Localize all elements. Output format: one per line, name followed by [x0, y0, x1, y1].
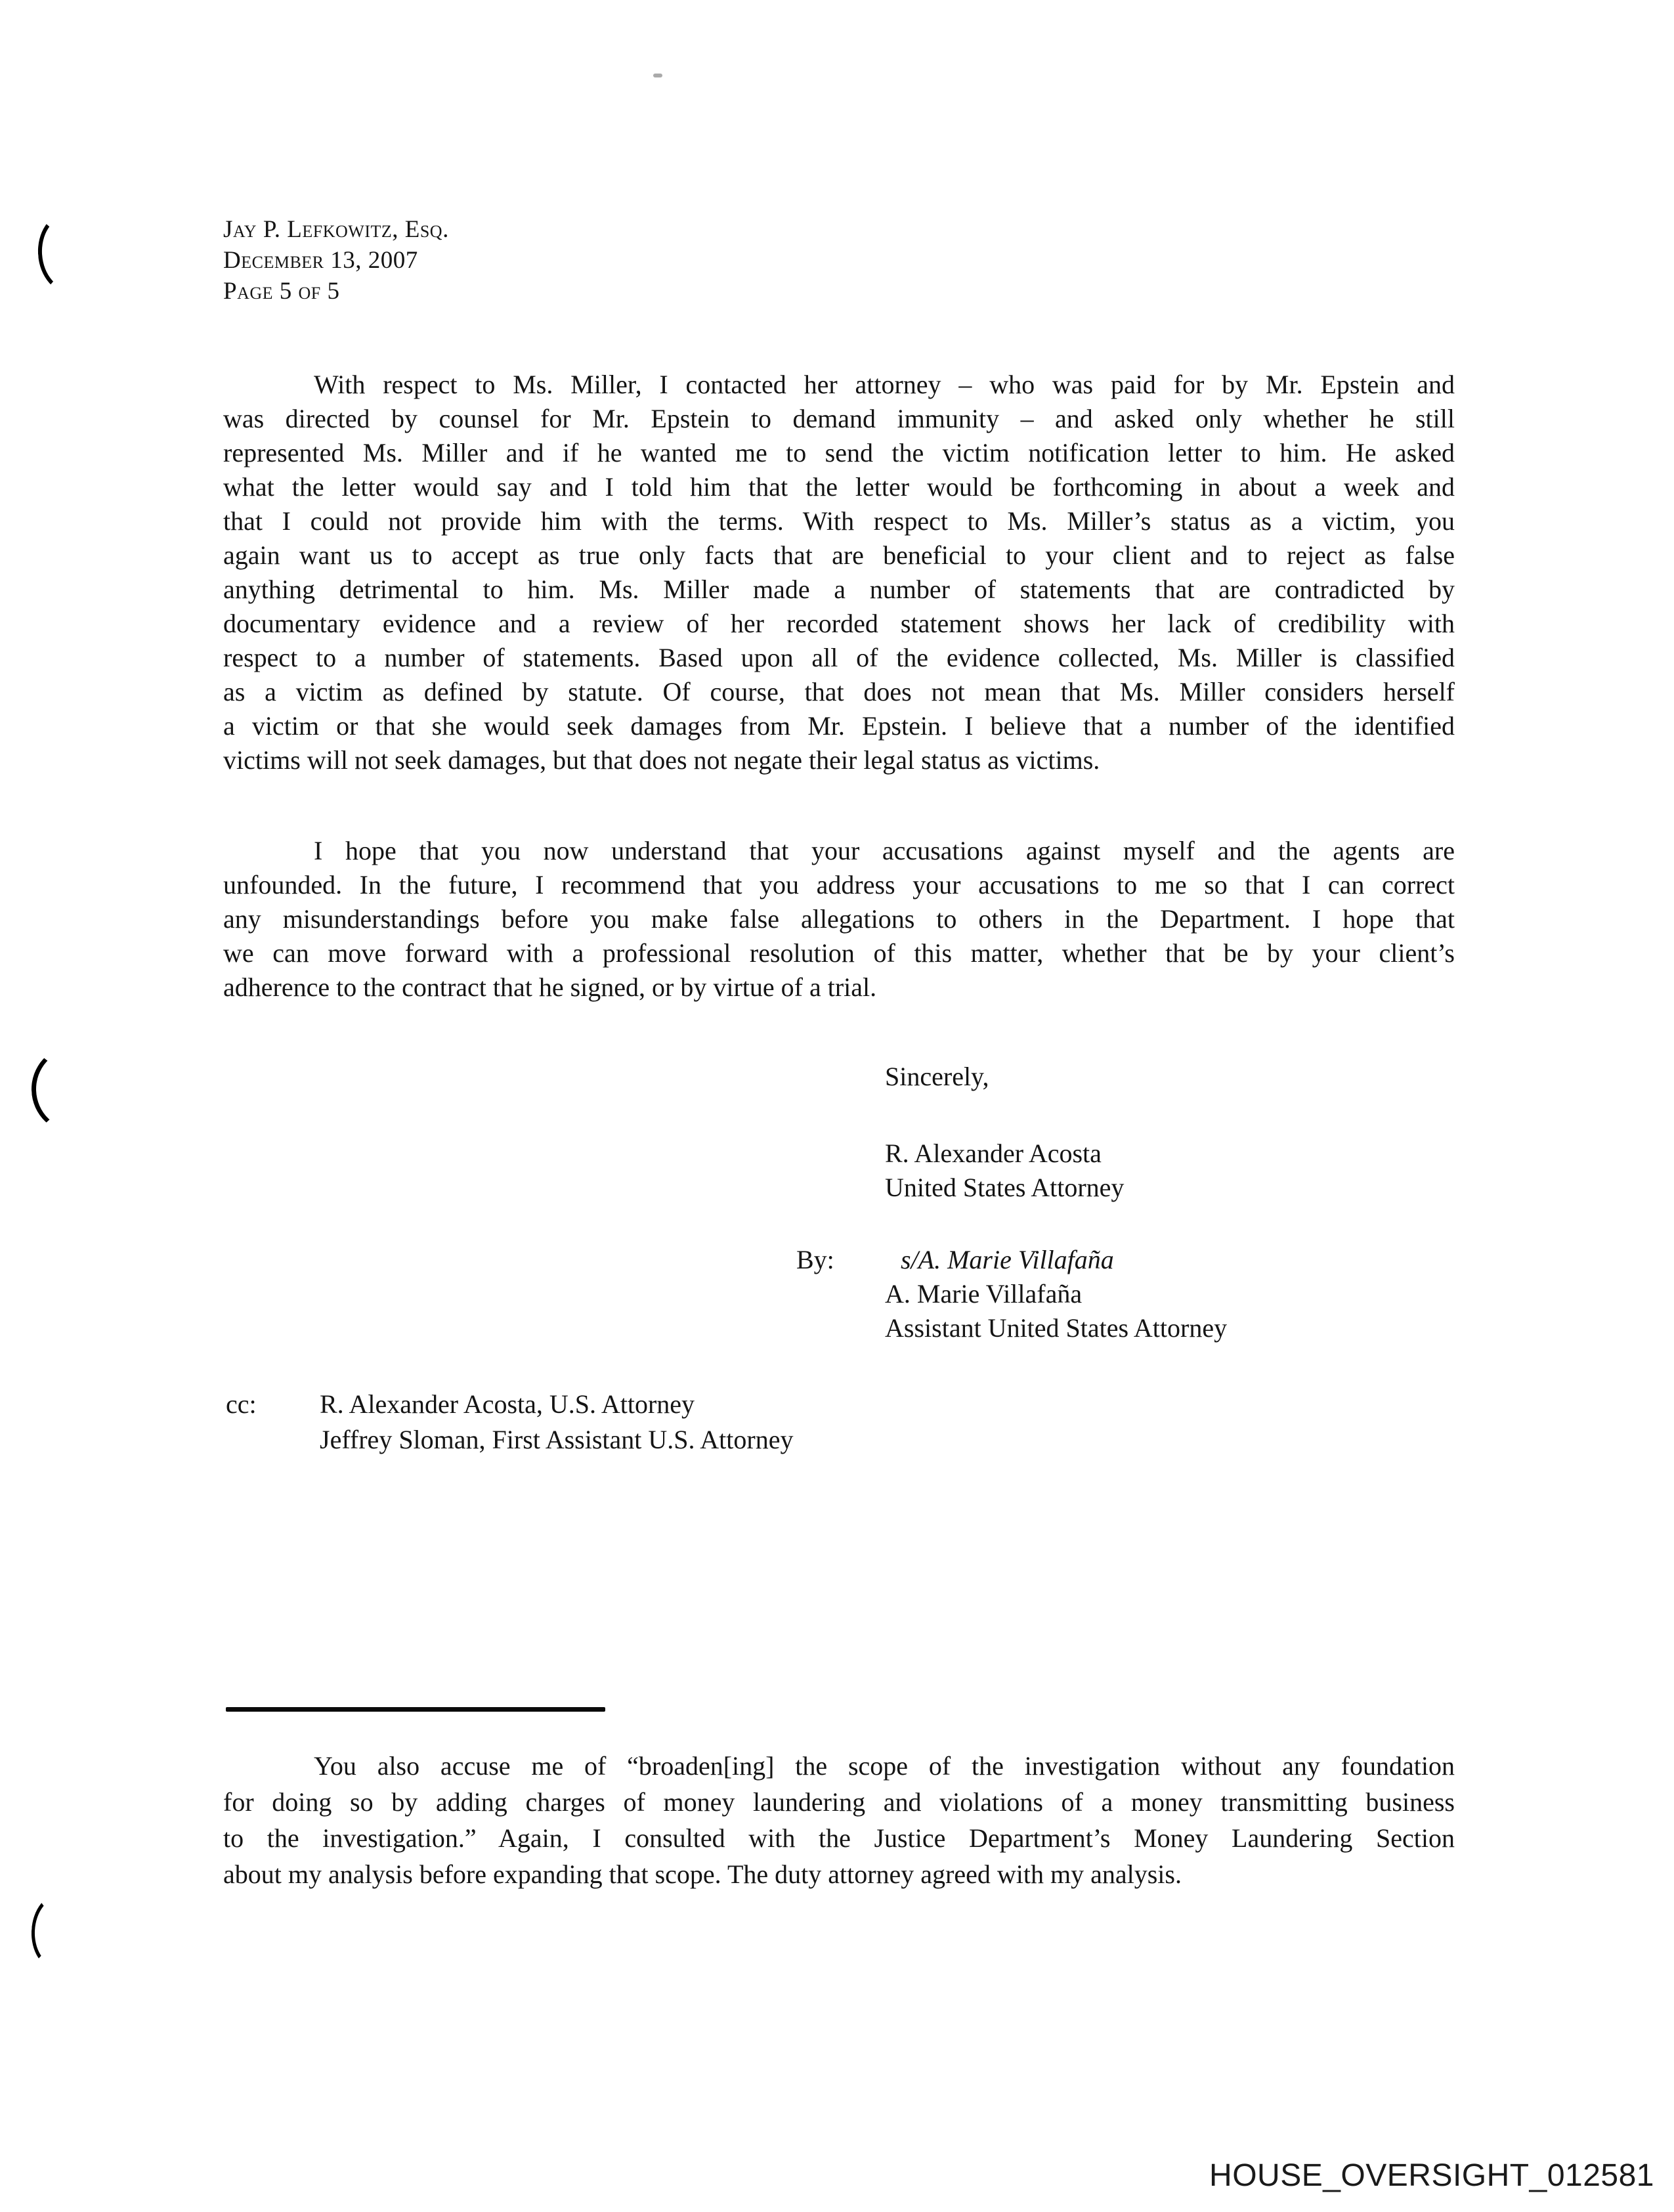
body-line: that I could not provide him with the terms. With respect to Ms. Miller’s status as a victim, you — [223, 506, 1455, 536]
footnote-paragraph — [223, 1748, 1455, 1892]
scan-paren-artifact-bottom — [30, 1892, 88, 1971]
signer-title: Assistant United States Attorney — [885, 1313, 1228, 1343]
body-line: unfounded. In the future, I recommend that you address your accusations to me so that I can correct — [223, 870, 1455, 900]
cc-entry: Jeffrey Sloman, First Assistant U.S. Attorney — [320, 1425, 794, 1454]
bates-number-stamp: HOUSE_OVERSIGHT_012581 — [1209, 2158, 1654, 2193]
electronic-signature: s/A. Marie Villafaña — [901, 1245, 1114, 1274]
scan-speck-artifact — [653, 74, 662, 77]
footnote-line: to the investigation.” Again, I consulted with the Justice Department’s Money Laundering Section — [223, 1823, 1455, 1853]
body-line: again want us to accept as true only facts that are beneficial to your client and to reject as false — [223, 540, 1455, 570]
body-line: we can move forward with a professional resolution of this matter, whether that be by your client’s — [223, 938, 1455, 968]
footnote-separator-rule — [226, 1707, 605, 1712]
body-line: victims will not seek damages, but that does not negate their legal status as victims. — [223, 745, 1100, 775]
signatory-name: R. Alexander Acosta — [885, 1139, 1102, 1168]
body-line: anything detrimental to him. Ms. Miller made a number of statements that are contradicted by — [223, 575, 1455, 604]
scan-paren-artifact-top — [35, 210, 104, 295]
by-label: By: — [796, 1245, 834, 1274]
header-date: December 13, 2007 — [223, 247, 418, 274]
body-paragraph-2 — [223, 834, 1455, 1005]
body-line: respect to a number of statements. Based upon all of the evidence collected, Ms. Miller is classified — [223, 643, 1455, 672]
cc-list — [320, 1387, 793, 1458]
body-line: With respect to Ms. Miller, I contacted her attorney – who was paid for by Mr. Epstein and — [314, 370, 1455, 399]
closing-salutation: Sincerely, — [885, 1062, 989, 1091]
body-line: represented Ms. Miller and if he wanted me to send the victim notification letter to him. He asked — [223, 438, 1455, 467]
cc-entry: R. Alexander Acosta, U.S. Attorney — [320, 1389, 695, 1419]
body-paragraph-1 — [223, 368, 1455, 777]
footnote-line: You also accuse me of “broaden[ing] the scope of the investigation without any foundation — [314, 1751, 1455, 1781]
body-line: adherence to the contract that he signed, or by virtue of a trial. — [223, 972, 877, 1002]
body-line: any misunderstandings before you make false allegations to others in the Department. I hope that — [223, 904, 1455, 934]
footnote-line: about my analysis before expanding that scope. The duty attorney agreed with my analysis. — [223, 1859, 1182, 1889]
page-header — [223, 214, 449, 307]
body-line: what the letter would say and I told him that the letter would be forthcoming in about a week and — [223, 472, 1455, 502]
body-line: was directed by counsel for Mr. Epstein to demand immunity – and asked only whether he still — [223, 404, 1455, 433]
body-line: I hope that you now understand that your accusations against myself and the agents are — [314, 836, 1455, 865]
header-recipient: Jay P. Lefkowitz, Esq. — [223, 216, 449, 243]
footnote-line: for doing so by adding charges of money laundering and violations of a money transmitting business — [223, 1787, 1455, 1817]
signer-name: A. Marie Villafaña — [885, 1279, 1083, 1309]
cc-label: cc: — [226, 1389, 257, 1419]
header-page-number: Page 5 of 5 — [223, 278, 340, 305]
body-line: documentary evidence and a review of her recorded statement shows her lack of credibility with — [223, 609, 1455, 638]
body-line: a victim or that she would seek damages from Mr. Epstein. I believe that a number of the identified — [223, 711, 1455, 741]
signatory-title: United States Attorney — [885, 1173, 1125, 1202]
body-line: as a victim as defined by statute. Of course, that does not mean that Ms. Miller considers herself — [223, 677, 1455, 706]
scan-paren-artifact-middle — [30, 1044, 119, 1135]
